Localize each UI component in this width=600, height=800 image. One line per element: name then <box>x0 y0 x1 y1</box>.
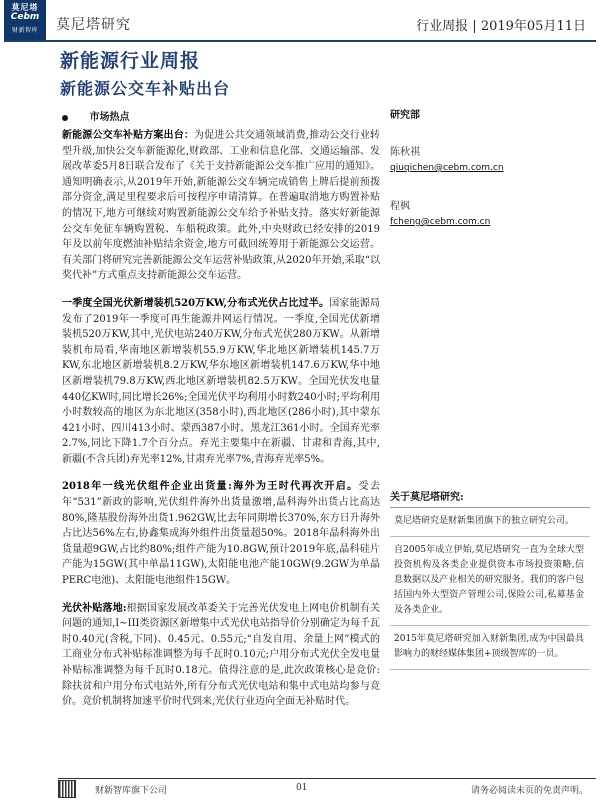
paragraph-q1-solar <box>62 296 380 468</box>
analyst-name: 程枫 <box>390 201 410 212</box>
about-block: 莫尼塔研究是财新集团旗下的独立研究公司。 <box>390 508 590 537</box>
qr-code-icon <box>58 780 76 798</box>
paragraph-bus-subsidy <box>62 128 380 284</box>
report-title: 新能源行业周报 <box>60 50 201 72</box>
about-heading: 关于莫尼塔研究: <box>390 488 590 508</box>
bullet-icon <box>62 115 68 121</box>
about-monitor-box <box>390 488 590 670</box>
research-department <box>390 106 592 227</box>
footer-disclaimer: 请务必阅读末页的免责声明。 <box>470 786 588 796</box>
paragraph-lead: 一季度全国光伏新增装机520万KW,分布式光伏占比过半。 <box>62 297 330 309</box>
brand-name: 莫尼塔研究 <box>56 17 131 33</box>
analyst-name: 陈秋祺 <box>390 147 420 158</box>
paragraph-lead: 2018年一线光伏组件企业出货量:海外为王时代再次开启。 <box>62 481 359 493</box>
logo-top-text: 莫尼塔 <box>11 3 39 12</box>
report-subtitle: 新能源公交车补贴出台 <box>60 79 231 98</box>
paragraph-solar-subsidy <box>62 601 380 710</box>
section-heading <box>62 108 129 123</box>
footer-divider <box>58 778 596 779</box>
paragraph-lead: 新能源公交车补贴方案出台： <box>62 130 195 141</box>
research-dept-heading: 研究部 <box>390 110 420 121</box>
company-logo <box>4 0 46 40</box>
paragraph-text: 国家能源局发布了2019年一季度可再生能源并网运行情况。一季度,全国光伏新增装机520万KW,其中,光伏电站240万KW,分布式光伏280万KW。从新增装机布局看,华南地区新增装机55.9万KW,华北地区新增装机145.7万KW,东北地区新增装机8.2万KW,华东地区新增装机147.6万KW,华中地区新增装机79.8万KW,西北地区新增装机82.5万KW。全国光伏发电量440亿KW时,同比增长26%;全国光伏平均利用小时数240小时;平均利用小时数较高的地区为东北地区(358小时),西北地区(286小时),其中蒙东421小时、四川413小时、蒙西387小时、黑龙江361小时。全国弃光率2.7%,同比下降1.7个百分点。弃光主要集中在新疆、甘肃和青海,其中,新疆(不含兵团)弃光率12%,甘肃弃光率7%,青海弃光率5%。 <box>62 297 380 465</box>
page-header <box>0 0 600 40</box>
report-type-date: 行业周报 | 2019年05月11日 <box>416 19 586 34</box>
footer-company: 财新智库旗下公司 <box>95 786 168 796</box>
article-body <box>62 128 380 722</box>
analyst-email-link[interactable]: fcheng@cebm.com.cn <box>390 217 491 227</box>
paragraph-text: 根据国家发展改革委关于完善光伏发电上网电价机制有关问题的通知,I~III类资源区新增集中式光伏电站指导价分别确定为每千瓦时0.40元(含税,下同)、0.45元、0.55元;“自发自用、余量上网”模式的工商业分布式补贴标准调整为每千瓦时0.10元;户用分布式光伏全发电量补贴标准调整为每千瓦时0.18元。值得注意的是,此次政策核心是竞价:除扶贫和户用分布式电站外,所有分布式光伏电站和集中式电站均参与竞价。竞价机制将加速平价时代到来,光伏行业迈向全面无补贴时代。 <box>62 602 380 708</box>
about-block: 2015年莫尼塔研究加入财新集团,成为中国最具影响力的财经媒体集团+顶级智库的一员。 <box>390 626 590 670</box>
header-divider <box>4 40 596 42</box>
logo-bottom-text: 财新智库 <box>11 27 38 34</box>
paragraph-lead: 光伏补贴落地: <box>62 602 127 614</box>
about-block: 自2005年成立伊始,莫尼塔研究一直为全球大型投资机构及各类企业提供资本市场投资策略,信息数据以及产业相关的研究服务。我们的客户包括国内外大型资产管理公司,保险公司,私募基金及各类企业。 <box>390 537 590 626</box>
section-heading-text: 市场热点 <box>89 112 130 123</box>
paragraph-module-shipments <box>62 479 380 588</box>
paragraph-text: 为促进公共交通领域消费,推动公交行业转型升级,加快公交车新能源化,财政部、工业和信息化部、交通运输部、发展改革委5月8日联合发布了《关于支持新能源公交车推广应用的通知》。通知明确表示,从2019年开始,新能源公交车辆完成销售上牌后提前预拨部分资金,满足里程要求后可按程序申请清算。在普遍取消地方购置补贴的情况下,地方可继续对购置新能源公交车给予补贴支持。落实好新能源公交车免征车辆购置税、车船税政策。此外,中央财政已经安排的2019年及以前年度燃油补贴结余资金,地方可截回统筹用于新能源公交运营。有关部门将研究完善新能源公交车运营补贴政策,从2020年开始,采取“以奖代补”方式重点支持新能源公交车运营。 <box>62 130 381 282</box>
logo-mid-text: Cebm <box>10 12 40 22</box>
paragraph-text: 受去年“531”新政的影响,光伏组件海外出货量激增,晶科海外出货占比高达80%,隆基股份海外出货1.962GW,比去年同期增长370%,东方日升海外占比达56%左右,协鑫集成海外组件出货量超50%。2018年晶科海外出货量超9GW,占比约80%;组件产能为10.8GW,预计2019年底,晶科硅片产能为15GW(其中单晶11GW),太阳能电池产能10GW(9.2GW为单晶PERC电池)、太阳能电池组件15GW。 <box>62 481 380 587</box>
page-number: 01 <box>296 783 308 793</box>
analyst-email-link[interactable]: qiuqichen@cebm.com.cn <box>390 163 504 173</box>
